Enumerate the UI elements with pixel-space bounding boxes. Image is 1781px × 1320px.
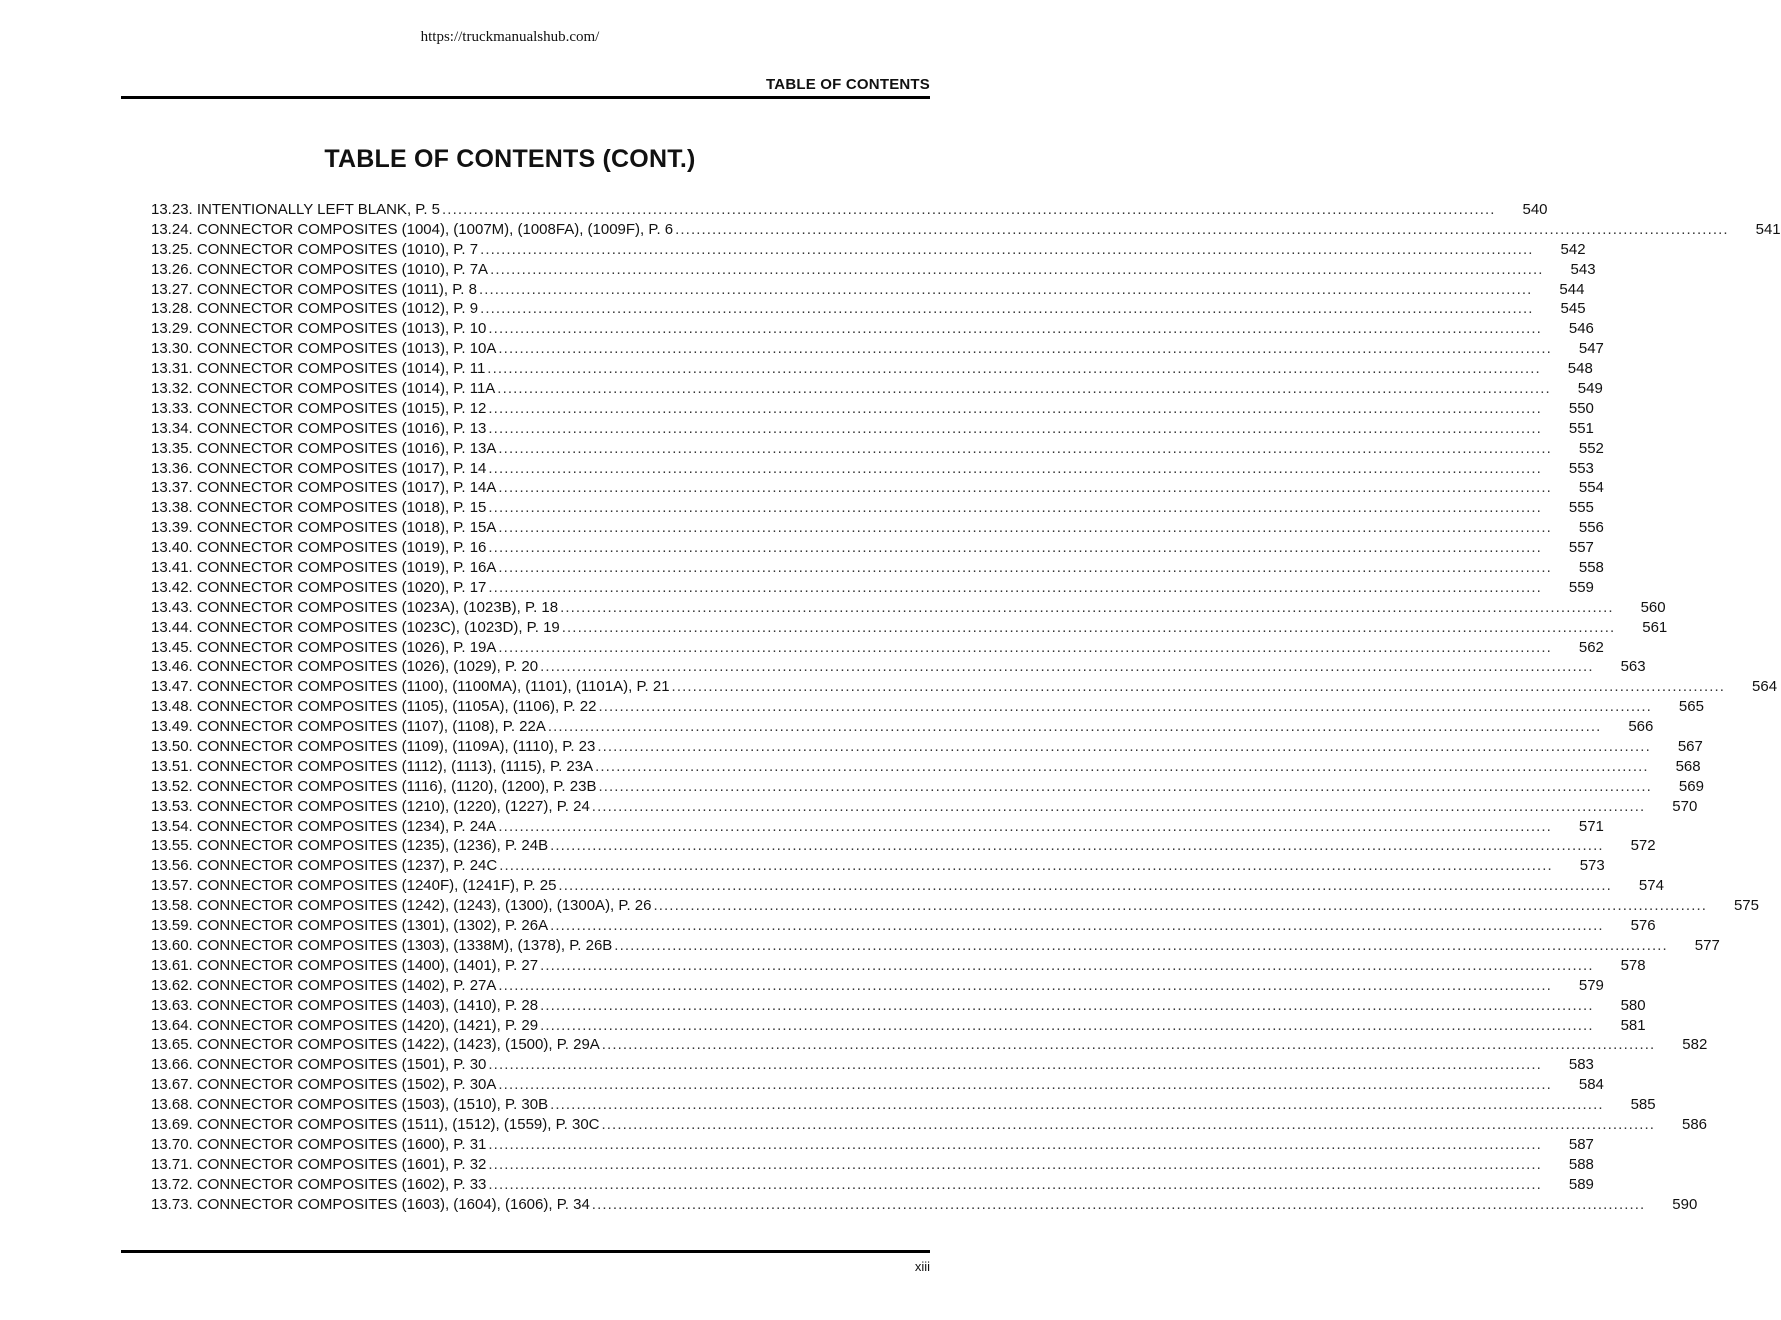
- dot-leader: ........................................................................................................................................................................................................: [498, 519, 1552, 537]
- toc-entry[interactable]: [151, 220, 1781, 240]
- toc-entry-title: 13.39. CONNECTOR COMPOSITES (1018), P. 15A: [151, 519, 497, 537]
- dot-leader: ........................................................................................................................................................................................................: [547, 718, 1602, 736]
- toc-entry-title: 13.47. CONNECTOR COMPOSITES (1100), (1100MA), (1101), (1101A), P. 21: [151, 678, 670, 696]
- header-rule: [121, 96, 930, 99]
- toc-entry-title: 13.67. CONNECTOR COMPOSITES (1502), P. 30A: [151, 1076, 497, 1094]
- dot-leader: ........................................................................................................................................................................................................: [598, 777, 1652, 795]
- toc-entry-page-number: 549: [1577, 380, 1603, 397]
- toc-entry-page-number: 588: [1568, 1155, 1594, 1173]
- toc-entry[interactable]: [151, 797, 1698, 817]
- toc-entry-page-number: 578: [1620, 956, 1646, 974]
- toc-entry-page-number: 552: [1578, 439, 1604, 457]
- toc-entry-title: 13.51. CONNECTOR COMPOSITES (1112), (1113), (1115), P. 23A: [151, 757, 594, 775]
- dot-leader: ........................................................................................................................................................................................................: [675, 220, 1729, 238]
- toc-entry-title: 13.24. CONNECTOR COMPOSITES (1004), (1007M), (1008FA), (1009F), P. 6: [151, 220, 674, 238]
- toc-entry[interactable]: [151, 1016, 1646, 1036]
- toc-entry[interactable]: [151, 1155, 1594, 1175]
- toc-entry[interactable]: [151, 856, 1605, 876]
- toc-entry-page-number: 569: [1678, 777, 1704, 795]
- toc-entry-page-number: 550: [1568, 399, 1594, 417]
- toc-entry-title: 13.52. CONNECTOR COMPOSITES (1116), (1120), (1200), P. 23B: [151, 777, 597, 795]
- toc-entry-title: 13.43. CONNECTOR COMPOSITES (1023A), (1023B), P. 18: [151, 598, 559, 616]
- toc-entry[interactable]: [151, 896, 1759, 916]
- toc-entry[interactable]: [151, 677, 1778, 697]
- dot-leader: ........................................................................................................................................................................................................: [499, 857, 1553, 875]
- dot-leader: ........................................................................................................................................................................................................: [488, 459, 1542, 477]
- dot-leader: ........................................................................................................................................................................................................: [540, 996, 1594, 1014]
- toc-entry[interactable]: [151, 657, 1646, 677]
- toc-entry-page-number: 580: [1620, 996, 1646, 1014]
- dot-leader: ........................................................................................................................................................................................................: [671, 678, 1726, 696]
- dot-leader: ........................................................................................................................................................................................................: [488, 1135, 1542, 1153]
- toc-entry-title: 13.62. CONNECTOR COMPOSITES (1402), P. 27A: [151, 976, 497, 994]
- toc-entry-title: 13.32. CONNECTOR COMPOSITES (1014), P. 11A: [151, 380, 496, 397]
- dot-leader: ........................................................................................................................................................................................................: [540, 658, 1594, 676]
- dot-leader: ........................................................................................................................................................................................................: [653, 897, 1707, 915]
- toc-entry[interactable]: [151, 319, 1594, 339]
- toc-entry[interactable]: [151, 837, 1656, 857]
- toc-entry-page-number: 585: [1630, 1096, 1656, 1114]
- dot-leader: ........................................................................................................................................................................................................: [498, 559, 1552, 577]
- dot-leader: ........................................................................................................................................................................................................: [480, 240, 1534, 258]
- dot-leader: ........................................................................................................................................................................................................: [598, 698, 1652, 716]
- toc-entry[interactable]: [151, 757, 1701, 777]
- toc-entry[interactable]: [151, 459, 1594, 479]
- toc-entry[interactable]: [151, 618, 1668, 638]
- toc-entry-title: 13.31. CONNECTOR COMPOSITES (1014), P. 11: [151, 360, 486, 378]
- toc-entry[interactable]: [151, 638, 1604, 658]
- toc-entry-page-number: 542: [1560, 240, 1586, 258]
- toc-entry-title: 13.41. CONNECTOR COMPOSITES (1019), P. 16A: [151, 559, 497, 577]
- dot-leader: ........................................................................................................................................................................................................: [498, 1076, 1552, 1094]
- toc-entry-page-number: 551: [1568, 419, 1594, 437]
- dot-leader: ........................................................................................................................................................................................................: [595, 757, 1649, 775]
- running-head: TABLE OF CONTENTS: [766, 76, 930, 93]
- toc-entry-title: 13.23. INTENTIONALLY LEFT BLANK, P. 5: [151, 200, 441, 218]
- toc-entry-title: 13.58. CONNECTOR COMPOSITES (1242), (1243), (1300), (1300A), P. 26: [151, 897, 652, 915]
- page-title: TABLE OF CONTENTS (CONT.): [324, 145, 696, 173]
- toc-entry[interactable]: [151, 538, 1594, 558]
- toc-entry-title: 13.44. CONNECTOR COMPOSITES (1023C), (1023D), P. 19: [151, 618, 560, 636]
- toc-entry-title: 13.50. CONNECTOR COMPOSITES (1109), (1109A), (1110), P. 23: [151, 738, 596, 756]
- toc-entry-page-number: 567: [1677, 738, 1703, 756]
- toc-entry-title: 13.54. CONNECTOR COMPOSITES (1234), P. 24A: [151, 817, 497, 835]
- toc-entry-title: 13.27. CONNECTOR COMPOSITES (1011), P. 8: [151, 280, 477, 298]
- dot-leader: ........................................................................................................................................................................................................: [488, 1056, 1542, 1074]
- toc-entry[interactable]: [151, 558, 1604, 578]
- toc-entry-page-number: 561: [1642, 618, 1668, 636]
- toc-entry[interactable]: [151, 240, 1586, 260]
- toc-entry[interactable]: [151, 956, 1646, 976]
- dot-leader: ........................................................................................................................................................................................................: [540, 1016, 1594, 1034]
- toc-list: [151, 200, 1781, 1214]
- toc-entry-page-number: 556: [1578, 519, 1604, 537]
- toc-entry-page-number: 566: [1628, 718, 1654, 736]
- toc-entry[interactable]: [151, 1135, 1594, 1155]
- toc-entry-page-number: 547: [1578, 340, 1604, 358]
- toc-entry[interactable]: [151, 777, 1704, 797]
- toc-entry[interactable]: [151, 419, 1594, 439]
- dot-leader: ........................................................................................................................................................................................................: [488, 539, 1542, 557]
- toc-entry-page-number: 543: [1570, 260, 1596, 278]
- toc-entry-title: 13.26. CONNECTOR COMPOSITES (1010), P. 7A: [151, 260, 489, 278]
- toc-entry-page-number: 564: [1752, 678, 1778, 696]
- toc-entry-page-number: 584: [1578, 1076, 1604, 1094]
- toc-entry-page-number: 559: [1568, 578, 1594, 596]
- dot-leader: ........................................................................................................................................................................................................: [480, 300, 1534, 318]
- toc-entry-page-number: 553: [1568, 459, 1594, 477]
- toc-entry-title: 13.72. CONNECTOR COMPOSITES (1602), P. 33: [151, 1175, 487, 1193]
- toc-entry[interactable]: [151, 1095, 1656, 1115]
- toc-entry-title: 13.35. CONNECTOR COMPOSITES (1016), P. 13A: [151, 439, 497, 457]
- toc-entry-title: 13.70. CONNECTOR COMPOSITES (1600), P. 31: [151, 1135, 487, 1153]
- toc-entry-page-number: 560: [1640, 598, 1666, 616]
- dot-leader: ........................................................................................................................................................................................................: [597, 738, 1651, 756]
- toc-entry-title: 13.25. CONNECTOR COMPOSITES (1010), P. 7: [151, 240, 479, 258]
- toc-entry-title: 13.37. CONNECTOR COMPOSITES (1017), P. 14A: [151, 479, 497, 497]
- toc-entry-title: 13.30. CONNECTOR COMPOSITES (1013), P. 10A: [151, 340, 497, 358]
- toc-entry-title: 13.40. CONNECTOR COMPOSITES (1019), P. 16: [151, 539, 487, 557]
- toc-entry-title: 13.64. CONNECTOR COMPOSITES (1420), (1421), P. 29: [151, 1016, 539, 1034]
- dot-leader: ........................................................................................................................................................................................................: [488, 419, 1542, 437]
- toc-entry-title: 13.68. CONNECTOR COMPOSITES (1503), (1510), P. 30B: [151, 1096, 549, 1114]
- toc-entry[interactable]: [151, 359, 1593, 379]
- toc-entry-title: 13.69. CONNECTOR COMPOSITES (1511), (1512), (1559), P. 30C: [151, 1115, 600, 1133]
- toc-entry[interactable]: [151, 478, 1604, 498]
- toc-entry[interactable]: [151, 578, 1594, 598]
- toc-entry-page-number: 589: [1568, 1175, 1594, 1193]
- toc-entry[interactable]: [151, 200, 1548, 220]
- dot-leader: ........................................................................................................................................................................................................: [540, 956, 1594, 974]
- dot-leader: ........................................................................................................................................................................................................: [488, 399, 1542, 417]
- toc-entry[interactable]: [151, 518, 1604, 538]
- toc-entry-title: 13.48. CONNECTOR COMPOSITES (1105), (1105A), (1106), P. 22: [151, 698, 597, 716]
- toc-entry[interactable]: [151, 1075, 1604, 1095]
- dot-leader: ........................................................................................................................................................................................................: [560, 598, 1614, 616]
- toc-entry-page-number: 581: [1620, 1016, 1646, 1034]
- dot-leader: ........................................................................................................................................................................................................: [561, 618, 1616, 636]
- toc-entry-title: 13.59. CONNECTOR COMPOSITES (1301), (1302), P. 26A: [151, 917, 549, 935]
- toc-entry-page-number: 545: [1560, 300, 1586, 318]
- toc-entry-page-number: 574: [1638, 877, 1664, 895]
- toc-entry[interactable]: [151, 1115, 1708, 1135]
- toc-entry-title: 13.53. CONNECTOR COMPOSITES (1210), (1220), (1227), P. 24: [151, 797, 590, 815]
- toc-entry-page-number: 555: [1568, 499, 1594, 517]
- toc-entry-page-number: 562: [1578, 638, 1604, 656]
- toc-entry[interactable]: [151, 280, 1585, 300]
- toc-entry-title: 13.46. CONNECTOR COMPOSITES (1026), (1029), P. 20: [151, 658, 539, 676]
- toc-entry[interactable]: [151, 996, 1646, 1016]
- toc-entry-title: 13.36. CONNECTOR COMPOSITES (1017), P. 14: [151, 459, 487, 477]
- toc-entry-page-number: 573: [1579, 857, 1605, 875]
- toc-entry-page-number: 571: [1578, 817, 1604, 835]
- toc-entry[interactable]: [151, 1195, 1698, 1215]
- toc-entry[interactable]: [151, 379, 1603, 399]
- toc-entry-page-number: 568: [1675, 757, 1701, 775]
- dot-leader: ........................................................................................................................................................................................................: [498, 638, 1552, 656]
- toc-entry-title: 13.29. CONNECTOR COMPOSITES (1013), P. 10: [151, 320, 487, 338]
- dot-leader: ........................................................................................................................................................................................................: [558, 877, 1612, 895]
- dot-leader: ........................................................................................................................................................................................................: [601, 1036, 1656, 1054]
- toc-entry-title: 13.60. CONNECTOR COMPOSITES (1303), (1338M), (1378), P. 26B: [151, 936, 613, 954]
- dot-leader: ........................................................................................................................................................................................................: [488, 499, 1542, 517]
- toc-entry[interactable]: [151, 1035, 1708, 1055]
- toc-entry-title: 13.28. CONNECTOR COMPOSITES (1012), P. 9: [151, 300, 479, 318]
- dot-leader: ........................................................................................................................................................................................................: [488, 578, 1542, 596]
- dot-leader: ........................................................................................................................................................................................................: [488, 1155, 1542, 1173]
- toc-entry-title: 13.38. CONNECTOR COMPOSITES (1018), P. 15: [151, 499, 487, 517]
- dot-leader: ........................................................................................................................................................................................................: [498, 976, 1552, 994]
- toc-entry-page-number: 546: [1568, 320, 1594, 338]
- dot-leader: ........................................................................................................................................................................................................: [550, 917, 1604, 935]
- toc-entry-page-number: 541: [1755, 220, 1781, 238]
- dot-leader: ........................................................................................................................................................................................................: [550, 1096, 1604, 1114]
- source-url[interactable]: https://truckmanualshub.com/: [420, 29, 600, 45]
- toc-entry[interactable]: [151, 936, 1720, 956]
- dot-leader: ........................................................................................................................................................................................................: [488, 320, 1542, 338]
- toc-entry-title: 13.42. CONNECTOR COMPOSITES (1020), P. 17: [151, 578, 487, 596]
- page-number: xiii: [914, 1259, 930, 1274]
- dot-leader: ........................................................................................................................................................................................................: [488, 1175, 1542, 1193]
- toc-entry-title: 13.56. CONNECTOR COMPOSITES (1237), P. 24C: [151, 857, 498, 875]
- toc-entry[interactable]: [151, 260, 1596, 280]
- toc-entry[interactable]: [151, 399, 1594, 419]
- dot-leader: ........................................................................................................................................................................................................: [442, 200, 1496, 218]
- toc-entry-title: 13.63. CONNECTOR COMPOSITES (1403), (1410), P. 28: [151, 996, 539, 1014]
- toc-entry-page-number: 579: [1578, 976, 1604, 994]
- dot-leader: ........................................................................................................................................................................................................: [478, 280, 1533, 298]
- dot-leader: ........................................................................................................................................................................................................: [498, 340, 1552, 358]
- dot-leader: ........................................................................................................................................................................................................: [601, 1115, 1656, 1133]
- toc-entry-page-number: 587: [1568, 1135, 1594, 1153]
- dot-leader: ........................................................................................................................................................................................................: [498, 817, 1552, 835]
- toc-entry-page-number: 590: [1672, 1195, 1698, 1213]
- footer-rule: [121, 1250, 930, 1253]
- dot-leader: ........................................................................................................................................................................................................: [490, 260, 1544, 278]
- toc-entry-title: 13.33. CONNECTOR COMPOSITES (1015), P. 12: [151, 399, 487, 417]
- toc-entry[interactable]: [151, 598, 1666, 618]
- toc-entry-page-number: 554: [1578, 479, 1604, 497]
- dot-leader: ........................................................................................................................................................................................................: [498, 479, 1552, 497]
- toc-entry[interactable]: [151, 916, 1656, 936]
- toc-entry[interactable]: [151, 339, 1604, 359]
- toc-entry[interactable]: [151, 1175, 1594, 1195]
- toc-entry-title: 13.45. CONNECTOR COMPOSITES (1026), P. 19A: [151, 638, 497, 656]
- dot-leader: ........................................................................................................................................................................................................: [550, 837, 1604, 855]
- toc-entry-title: 13.49. CONNECTOR COMPOSITES (1107), (1108), P. 22A: [151, 718, 546, 736]
- toc-entry-title: 13.66. CONNECTOR COMPOSITES (1501), P. 30: [151, 1056, 487, 1074]
- toc-entry[interactable]: [151, 1055, 1594, 1075]
- toc-entry[interactable]: [151, 717, 1654, 737]
- dot-leader: ........................................................................................................................................................................................................: [591, 797, 1646, 815]
- toc-entry-page-number: 548: [1567, 360, 1593, 378]
- toc-entry-title: 13.65. CONNECTOR COMPOSITES (1422), (1423), (1500), P. 29A: [151, 1036, 600, 1054]
- toc-entry[interactable]: [151, 299, 1586, 319]
- toc-entry-page-number: 576: [1630, 917, 1656, 935]
- toc-entry-page-number: 577: [1694, 936, 1720, 954]
- toc-entry-page-number: 582: [1682, 1036, 1708, 1054]
- dot-leader: ........................................................................................................................................................................................................: [591, 1195, 1646, 1213]
- toc-entry[interactable]: [151, 439, 1604, 459]
- toc-entry[interactable]: [151, 697, 1704, 717]
- toc-entry[interactable]: [151, 876, 1664, 896]
- toc-entry-title: 13.73. CONNECTOR COMPOSITES (1603), (1604), (1606), P. 34: [151, 1195, 590, 1213]
- toc-entry-title: 13.57. CONNECTOR COMPOSITES (1240F), (1241F), P. 25: [151, 877, 557, 895]
- toc-entry-page-number: 586: [1681, 1115, 1708, 1133]
- toc-entry[interactable]: [151, 817, 1604, 837]
- toc-entry-title: 13.34. CONNECTOR COMPOSITES (1016), P. 13: [151, 419, 487, 437]
- toc-entry-page-number: 570: [1672, 797, 1698, 815]
- toc-entry[interactable]: [151, 737, 1703, 757]
- dot-leader: ........................................................................................................................................................................................................: [487, 360, 1541, 378]
- dot-leader: ........................................................................................................................................................................................................: [614, 936, 1668, 954]
- toc-entry-page-number: 540: [1522, 200, 1548, 218]
- toc-entry-page-number: 558: [1578, 559, 1604, 577]
- toc-entry-title: 13.71. CONNECTOR COMPOSITES (1601), P. 32: [151, 1155, 487, 1173]
- dot-leader: ........................................................................................................................................................................................................: [497, 380, 1551, 397]
- toc-entry-page-number: 544: [1559, 280, 1585, 298]
- toc-entry-page-number: 563: [1620, 658, 1646, 676]
- toc-entry-title: 13.55. CONNECTOR COMPOSITES (1235), (1236), P. 24B: [151, 837, 549, 855]
- dot-leader: ........................................................................................................................................................................................................: [498, 439, 1552, 457]
- toc-entry[interactable]: [151, 976, 1604, 996]
- toc-entry[interactable]: [151, 498, 1594, 518]
- toc-entry-page-number: 557: [1568, 539, 1594, 557]
- toc-entry-title: 13.61. CONNECTOR COMPOSITES (1400), (1401), P. 27: [151, 956, 539, 974]
- toc-entry-page-number: 583: [1568, 1056, 1594, 1074]
- toc-entry-page-number: 565: [1678, 698, 1704, 716]
- toc-entry-page-number: 575: [1733, 897, 1759, 915]
- toc-entry-page-number: 572: [1630, 837, 1656, 855]
